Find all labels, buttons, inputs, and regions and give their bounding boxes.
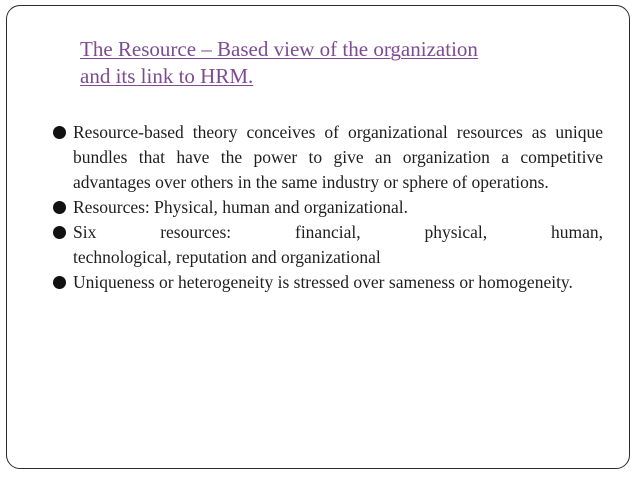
bullet-text-3-line-2: technological, reputation and organizational [73, 247, 381, 267]
slide-title-line-1: The Resource – Based view of the organization [80, 37, 478, 61]
bullet-item-2 [53, 195, 603, 220]
bullet-dot-icon [53, 201, 66, 214]
bullet-text-2: Resources: Physical, human and organizational. [73, 197, 409, 217]
bullet-item-4 [53, 270, 603, 295]
slide-title [80, 36, 600, 90]
bullet-dot-icon [53, 276, 66, 289]
bullet-dot-icon [53, 226, 66, 239]
bullet-dot-icon [53, 126, 66, 139]
bullet-item-3 [53, 220, 603, 270]
bullet-text-1: Resource-based theory conceives of organizational resources as unique bundles that have the power to give an organization a competitive advantages over others in the same industry or sphere of operations. [73, 122, 603, 192]
bullet-text-4: Uniqueness or heterogeneity is stressed over sameness or homogeneity. [73, 272, 573, 292]
slide-title-line-2: and its link to HRM. [80, 64, 254, 88]
bullet-item-1 [53, 120, 603, 195]
bullet-list [53, 120, 603, 295]
bullet-text-3-line-1: Six resources: financial, physical, human, [73, 222, 603, 242]
